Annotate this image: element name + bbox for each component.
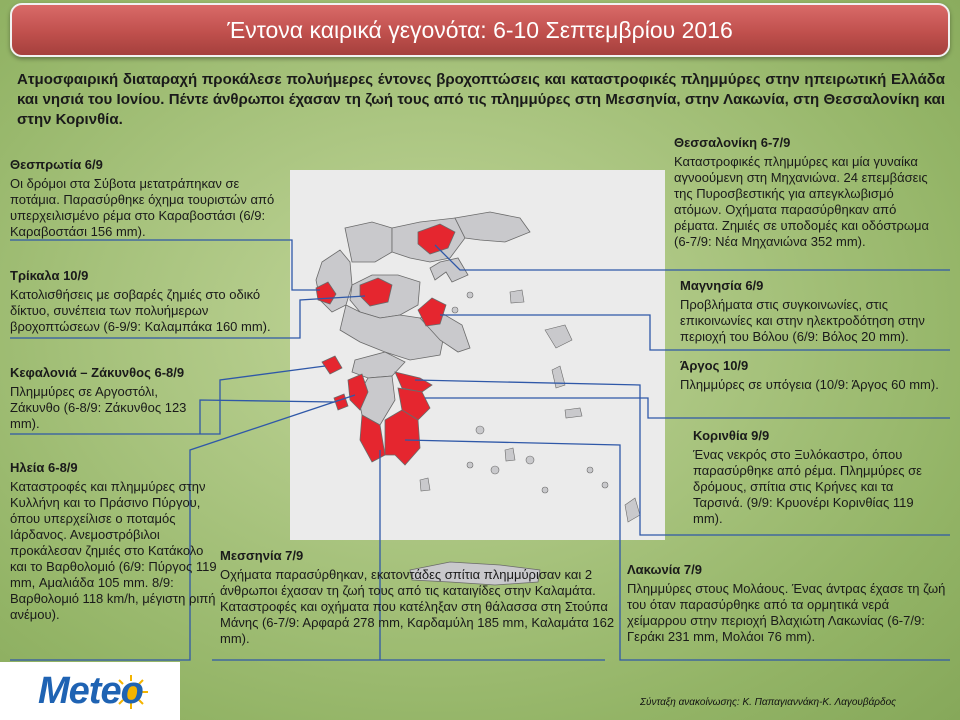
island-kythira [420, 478, 430, 491]
meteo-logo: Meteo [38, 670, 143, 712]
event-title: Ηλεία 6-8/9 [10, 460, 78, 475]
footer-credits: Σύνταξη ανακοίνωσης: Κ. Παπαγιαννάκη-Κ. Λαγουβάρδος [640, 697, 897, 708]
event-text: Πλημμύρες σε υπόγεια (10/9: Άργος 60 mm). [680, 377, 939, 392]
event-text: Καταστροφές και πλημμύρες στην Κυλλήνη και το Πράσινο Πύργου, όπου υπερχείλισε ο ποταμός Ιάρδανος. Ανεμοστρόβιλοι προκάλεσαν ζημιές στο Κατάκολο και το Βαρθολομιό (6/9: Πύργος 119 mm, Αμαλιάδα 105 mm. 8/9: Βαρθολομιό 118 km/h, μέγιστη ριπή ανέμου). [10, 479, 217, 622]
event-text: Καταστροφικές πλημμύρες και μία γυναίκα αγνοούμενη στη Μηχανιώνα. 24 επεμβάσεις της Πυροσβεστικής για απεγκλωβισμό ατόμων. Οχήματα παρασύρθηκαν από ρέματα. Ζημιές σε υποδομές και οδόστρωμα (6-7/9: Νέα Μηχανιώνα 352 mm). [674, 154, 930, 249]
island-lesvos [545, 325, 572, 348]
event-thesprotia [10, 157, 292, 240]
island-small-5 [467, 462, 473, 468]
island-small-4 [542, 487, 548, 493]
event-argos [680, 358, 942, 393]
island-rhodes [625, 498, 640, 522]
event-title: Μεσσηνία 7/9 [220, 548, 304, 563]
event-messinia [220, 548, 615, 647]
event-lakonia [627, 562, 947, 645]
event-korinthia [693, 428, 945, 527]
event-title: Τρίκαλα 10/9 [10, 268, 89, 283]
leader-argos [425, 398, 950, 418]
event-kefalonia [10, 365, 200, 432]
event-title: Κεφαλονιά – Ζάκυνθος 6-8/9 [10, 365, 185, 380]
event-text: Κατολισθήσεις με σοβαρές ζημιές στο οδικό δίκτυο, συνέπεια των πολυήμερων βροχοπτώσεων (6-9/9: Καλαμπάκα 160 mm). [10, 287, 271, 334]
event-text: Προβλήματα στις συγκοινωνίες, στις επικοινωνίες και στην ηλεκτροδότηση στην περιοχή του Βόλου (6/9: Βόλος 20 mm). [680, 297, 925, 344]
region-lakonia-red [385, 410, 420, 465]
region-kefalonia-red [322, 356, 342, 374]
event-title: Θεσσαλονίκη 6-7/9 [674, 135, 791, 150]
event-magnisia [680, 278, 946, 345]
event-text: Πλημμύρες σε Αργοστόλι, Ζάκυνθο (6-8/9: Ζάκυνθος 123 mm). [10, 384, 187, 431]
island-small-7 [602, 482, 608, 488]
island-lemnos [510, 290, 524, 303]
region-west-macedonia [345, 222, 392, 262]
event-text: Πλημμύρες στους Μολάους. Ένας άντρας έχασε τη ζωή του όταν παρασύρθηκε από τα ορμητικά νερά χείμαρρου στην περιοχή Βλαχιώτη Λακωνίας (6-7/9: Γεράκι 231 mm, Μολάοι 76 mm). [627, 581, 946, 644]
island-small-3 [526, 456, 534, 464]
event-title: Μαγνησία 6/9 [680, 278, 764, 293]
event-ilia [10, 460, 218, 623]
event-text: Οχήματα παρασύρθηκαν, εκατοντάδες σπίτια πλημμύρισαν και 2 άνθρωποι έχασαν τη ζωή τους από τις καταιγίδες στην Καλαμάτα. Καταστροφές και οχήματα που κατέληξαν στη θάλασσα στη Στούπα Μάνης (6-7/9: Αρφαρά 278 mm, Καρδαμύλη 185 mm, Καλαμάτα 162 mm). [220, 567, 615, 646]
event-title: Κορινθία 9/9 [693, 428, 770, 443]
event-title: Λακωνία 7/9 [627, 562, 702, 577]
event-title: Θεσπρωτία 6/9 [10, 157, 103, 172]
island-small-6 [587, 467, 593, 473]
region-epirus [316, 250, 352, 312]
island-samos [565, 408, 582, 418]
event-trikala [10, 268, 295, 335]
island-small-9 [452, 307, 458, 313]
page-title: Έντονα καιρικά γεγονότα: 6-10 Σεπτεμβρίου 2016 [227, 17, 733, 43]
intro-text: Ατμοσφαιρική διαταραχή προκάλεσε πολυήμερες έντονες βροχοπτώσεις και καταστροφικές πλημμύρες στην ηπειρωτική Ελλάδα και νησιά του Ιονίου. Πέντε άνθρωποι έχασαν τη ζωή τους από τις πλημμύρες στη Μεσσηνία, στην Λακωνία, στη Θεσσαλονίκη και στην Κορινθία. [17, 71, 945, 128]
island-chios [552, 366, 565, 388]
event-text: Ένας νεκρός στο Ξυλόκαστρο, όπου παρασύρθηκε από ρέμα. Πλημμύρες σε δρόμους, σπίτια στις Κρήνες και τα Ταρσινά. (9/9: Κρυονέρι Κορινθίας 119 mm). [693, 447, 922, 526]
event-text: Οι δρόμοι στα Σύβοτα μετατράπηκαν σε ποτάμια. Παρασύρθηκε όχημα τουριστών από υπερχειλισμένο ρέμα στο Καραβοστάσι (6/9: Καραβοστάσι 156 mm). [10, 176, 275, 239]
event-thessaloniki [674, 135, 944, 250]
region-east-macedonia [455, 212, 530, 242]
island-small-2 [491, 466, 499, 474]
island-naxos [505, 448, 515, 461]
island-small-8 [467, 292, 473, 298]
region-zakynthos-red [334, 394, 348, 410]
island-small-1 [476, 426, 484, 434]
event-title: Άργος 10/9 [680, 358, 749, 373]
